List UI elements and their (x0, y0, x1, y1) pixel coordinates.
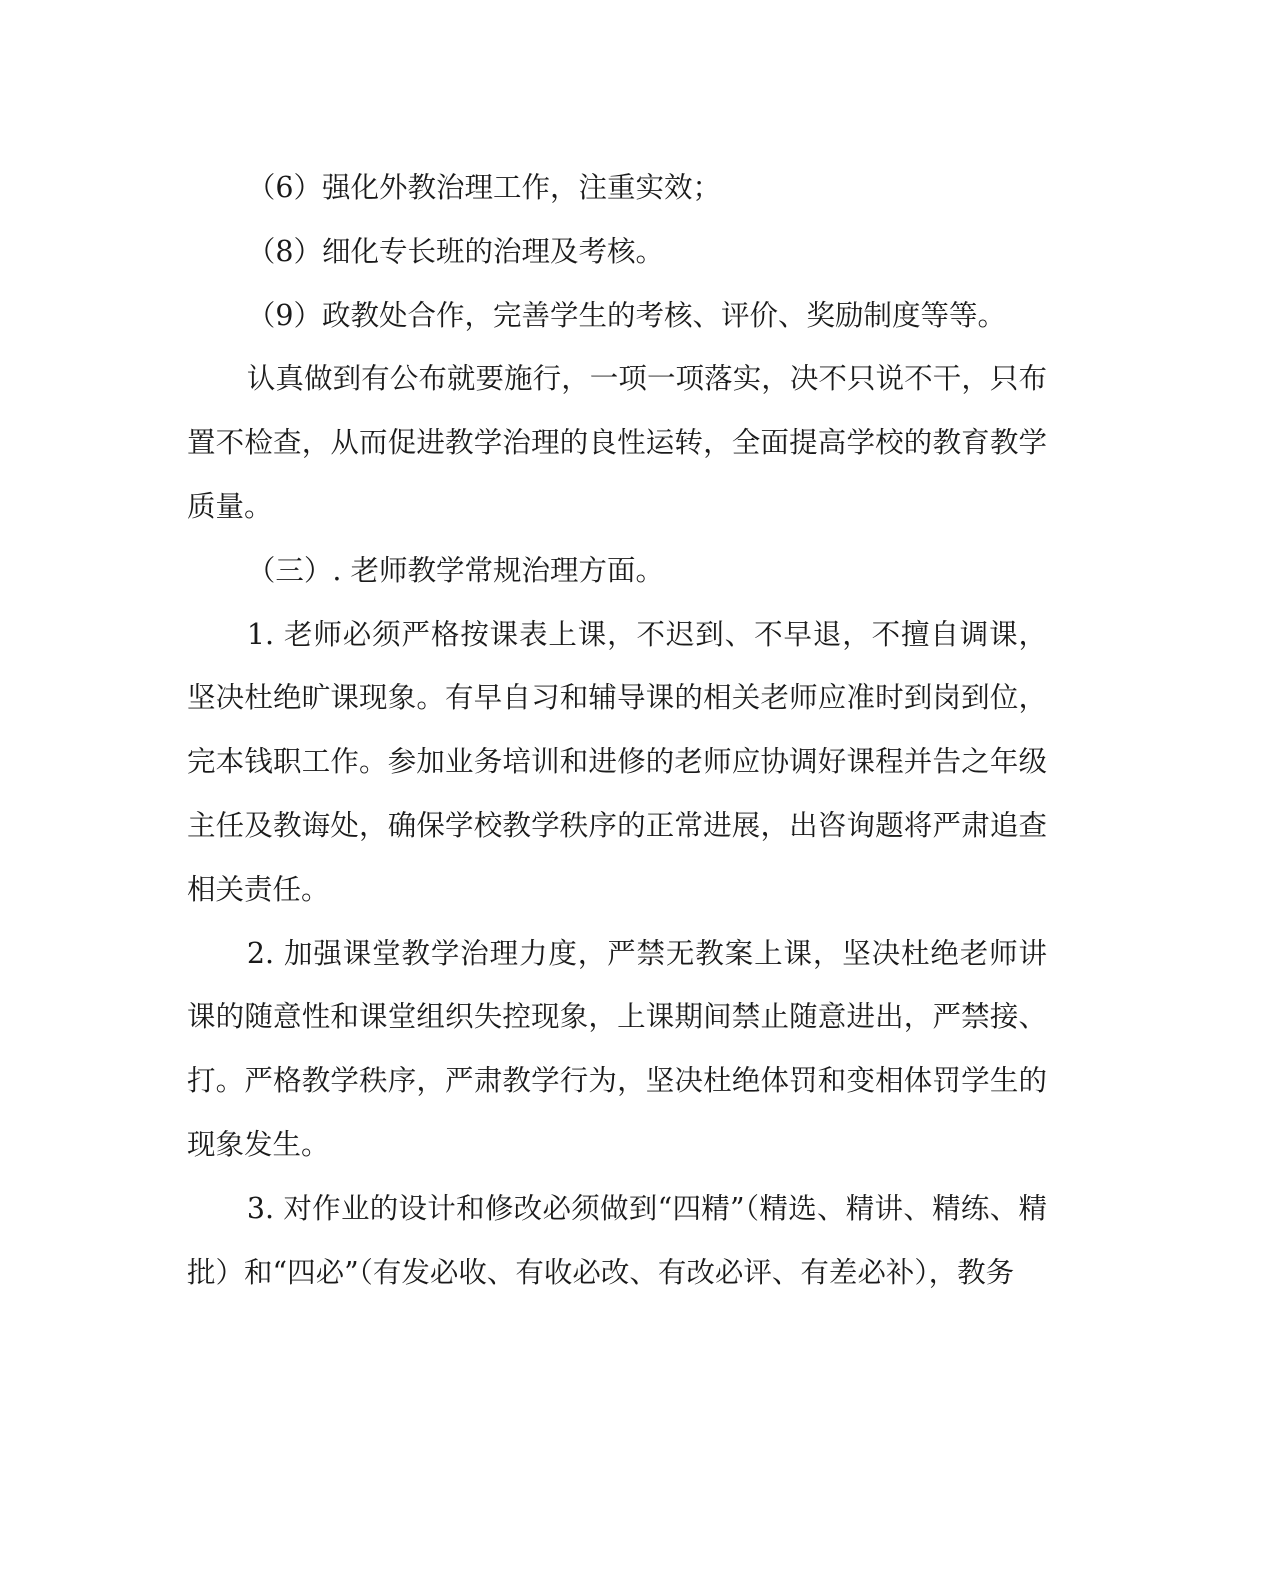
section-heading-teacher-routine: （三）. 老师教学常规治理方面。 (246, 553, 664, 587)
paragraph-item-9: （9）政教处合作，完善学生的考核、评价、奖励制度等等。 (246, 298, 1006, 332)
paragraph-item-8: （8）细化专长班的治理及考核。 (246, 234, 664, 268)
paragraph-item-6: （6）强化外教治理工作，注重实效； (246, 171, 721, 204)
paragraph-rule-2: 2. 加强课堂教学治理力度，严禁无教案上课，坚决杜绝老师讲课的随意性和课堂组织失控现象，上课期间禁止随意进出，严禁接、打。严格教学秩序，严肃教学行为，坚决杜绝体罚和变相体罚学生的现象发生。 (187, 936, 1047, 1161)
paragraph-rule-3: 3. 对作业的设计和修改必须做到“四精”（精选、精讲、精练、精批）和“四必”（有发必收、有收必改、有改必评、有差必补），教务 (187, 1191, 1047, 1289)
paragraph-rule-1: 1. 老师必须严格按课表上课，不迟到、不早退，不擅自调课，坚决杜绝旷课现象。有早自习和辅导课的相关老师应准时到岗到位，完本钱职工作。参加业务培训和进修的老师应协调好课程并告之年级主任及教诲处，确保学校教学秩序的正常进展，出咨询题将严肃追查相关责任。 (187, 617, 1047, 906)
paragraph-implementation: 认真做到有公布就要施行，一项一项落实，决不只说不干，只布置不检查，从而促进教学治理的良性运转，全面提高学校的教育教学质量。 (187, 362, 1047, 523)
document-body (187, 156, 1047, 1304)
